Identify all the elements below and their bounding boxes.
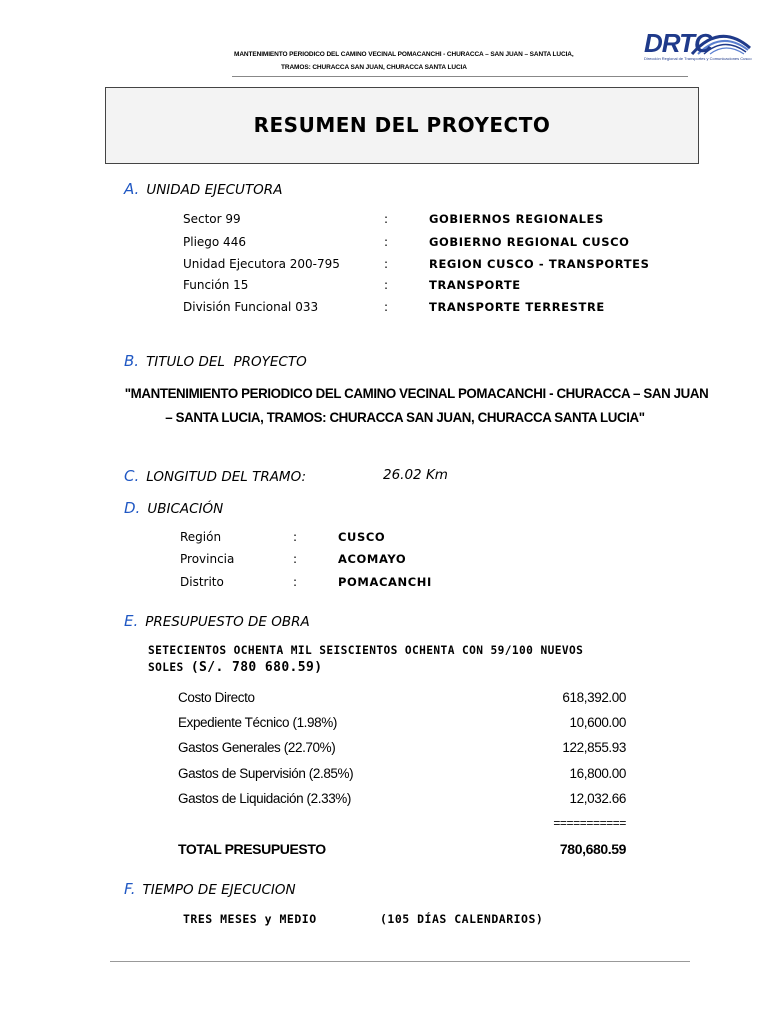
- row-value: REGION CUSCO - TRANSPORTES: [429, 257, 650, 271]
- section-c-heading: [124, 467, 306, 485]
- row-colon: :: [293, 575, 298, 589]
- section-d-letter: D.: [124, 499, 141, 517]
- section-c-title: LONGITUD DEL TRAMO:: [146, 469, 307, 485]
- row-colon: :: [293, 552, 298, 566]
- section-f-letter: F.: [124, 880, 136, 898]
- row-label: Función 15: [183, 278, 249, 292]
- cost-label: Gastos de Supervisión (2.85%): [178, 766, 354, 781]
- section-d-heading: [124, 499, 223, 517]
- row-colon: :: [384, 212, 389, 226]
- section-f-heading: [124, 880, 296, 898]
- section-e-heading: [124, 612, 310, 630]
- row-label: Unidad Ejecutora 200-795: [183, 257, 340, 271]
- section-a-letter: A.: [124, 180, 140, 198]
- header-title-line1: MANTENIMIENTO PERIODICO DEL CAMINO VECINAL POMACANCHI - CHURACCA – SAN JUAN – SANTA LUCIA,: [234, 51, 574, 58]
- logo-text: DRTC: [644, 28, 712, 58]
- section-f-title: TIEMPO DE EJECUCION: [142, 882, 296, 898]
- cost-value: 12,032.66: [569, 791, 626, 806]
- budget-words-soles: SOLES: [148, 661, 184, 674]
- title-box: [105, 87, 699, 164]
- row-value: POMACANCHI: [338, 575, 432, 589]
- budget-in-words-line1: SETECIENTOS OCHENTA MIL SEISCIENTOS OCHENTA CON 59/100 NUEVOS: [148, 644, 584, 657]
- row-value: GOBIERNOS REGIONALES: [429, 212, 604, 226]
- row-label: División Funcional 033: [183, 300, 319, 314]
- section-b-title: TITULO DEL PROYECTO: [146, 354, 307, 370]
- row-value: TRANSPORTE TERRESTRE: [429, 300, 605, 314]
- cost-value: 10,600.00: [569, 715, 626, 730]
- section-a-heading: [124, 180, 282, 198]
- duration-text: TRES MESES y MEDIO: [183, 912, 317, 926]
- row-label: Distrito: [180, 575, 224, 589]
- section-e-letter: E.: [124, 612, 139, 630]
- cost-label: Gastos Generales (22.70%): [178, 740, 336, 755]
- row-colon: :: [293, 530, 298, 544]
- logo-subtitle: Dirección Regional de Transportes y Comunicaciones Cusco: [644, 56, 752, 61]
- row-value: ACOMAYO: [338, 552, 407, 566]
- cost-label: Expediente Técnico (1.98%): [178, 715, 337, 730]
- row-value: GOBIERNO REGIONAL CUSCO: [429, 235, 630, 249]
- row-label: Provincia: [180, 552, 235, 566]
- project-title-line2: – SANTA LUCIA, TRAMOS: CHURACCA SAN JUAN, CHURACCA SANTA LUCIA": [165, 409, 645, 425]
- total-value: 780,680.59: [559, 841, 626, 857]
- header-divider: [232, 76, 688, 77]
- row-colon: :: [384, 278, 389, 292]
- section-e-title: PRESUPUESTO DE OBRA: [145, 614, 310, 630]
- cost-value: 618,392.00: [562, 690, 626, 705]
- project-title-line1: "MANTENIMIENTO PERIODICO DEL CAMINO VECINAL POMACANCHI - CHURACCA – SAN JUAN: [124, 385, 709, 401]
- page-title: RESUMEN DEL PROYECTO: [253, 113, 551, 137]
- row-colon: :: [384, 235, 389, 249]
- budget-in-words-line2: [148, 660, 322, 675]
- footer-divider: [110, 961, 690, 962]
- cost-label: Gastos de Liquidación (2.33%): [178, 791, 352, 806]
- section-c-letter: C.: [124, 467, 140, 485]
- section-a-title: UNIDAD EJECUTORA: [146, 182, 283, 198]
- section-b-heading: [124, 352, 307, 370]
- row-colon: :: [384, 300, 389, 314]
- longitud-value: 26.02 Km: [383, 467, 448, 483]
- row-colon: :: [384, 257, 389, 271]
- section-d-title: UBICACIÓN: [147, 501, 224, 517]
- budget-words-amount: (S/. 780 680.59): [190, 660, 323, 675]
- total-label: TOTAL PRESUPUESTO: [178, 841, 326, 857]
- cost-separator: ===========: [553, 816, 626, 830]
- cost-value: 122,855.93: [562, 740, 626, 755]
- duration-days: (105 DÍAS CALENDARIOS): [380, 912, 544, 926]
- row-label: Pliego 446: [183, 235, 246, 249]
- row-label: Sector 99: [183, 212, 241, 226]
- row-value: TRANSPORTE: [429, 278, 521, 292]
- cost-value: 16,800.00: [569, 766, 626, 781]
- header-title-line2: TRAMOS: CHURACCA SAN JUAN, CHURACCA SANTA LUCIA: [281, 64, 467, 71]
- cost-label: Costo Directo: [178, 690, 255, 705]
- row-value: CUSCO: [338, 530, 386, 544]
- row-label: Región: [180, 530, 222, 544]
- drtc-logo: [640, 26, 752, 66]
- section-b-letter: B.: [124, 352, 140, 370]
